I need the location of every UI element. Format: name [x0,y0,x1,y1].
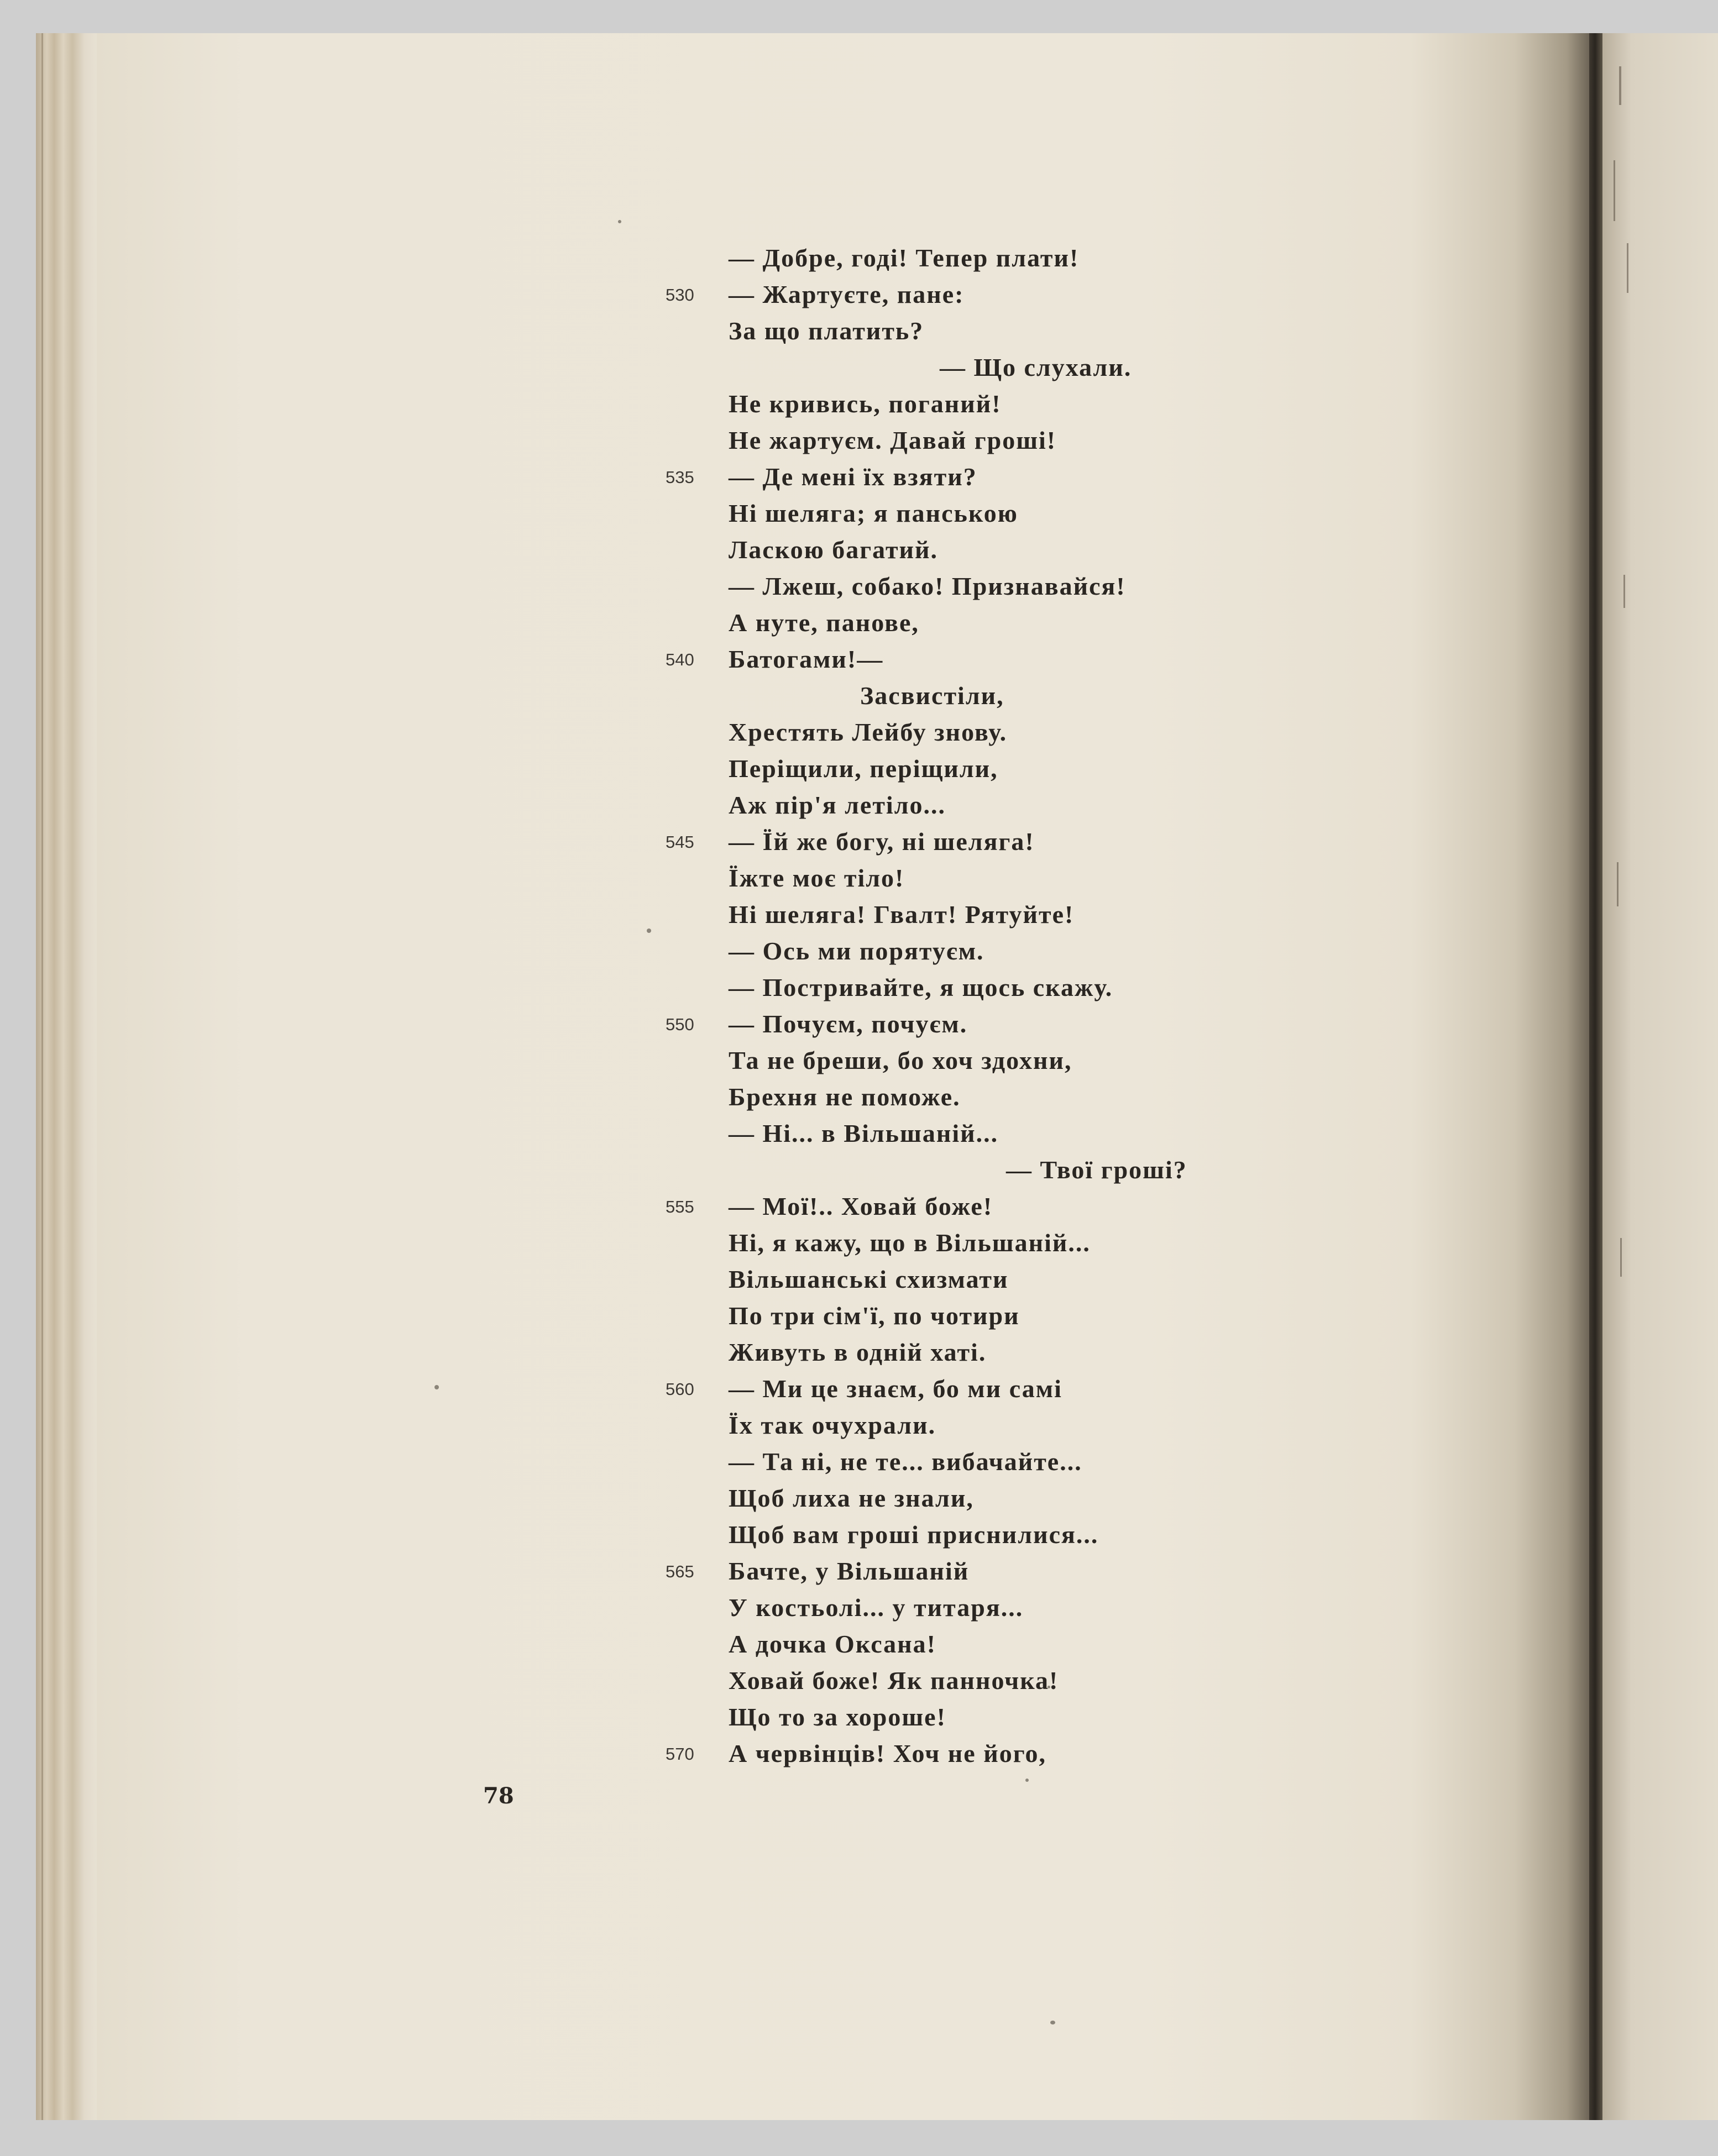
verse-line: — Де мені їх взяти? [729,463,977,491]
verse-line: По три сім'ї, по чотири [729,1302,1020,1330]
verse-line: Та не бреши, бо хоч здохни, [729,1046,1072,1074]
paper-speck [1050,2021,1055,2024]
verse-line: Ховай боже! Як панночка! [729,1666,1059,1695]
verse-line: — Твої гроші? [1006,1156,1187,1184]
line-number: 560 [666,1379,694,1399]
verse-line: — Що слухали. [940,353,1132,381]
verse-line: — Постривайте, я щось скажу. [729,973,1113,1001]
verse-line: — Їй же богу, ні шеляга! [729,827,1035,856]
line-number: 555 [666,1197,694,1216]
verse-line: А червінців! Хоч не його, [729,1739,1046,1767]
page-stack-edges [36,33,97,2120]
verse-line: Періщили, періщили, [729,754,998,783]
facing-page-edge [1602,33,1718,2120]
verse-line: — Мої!.. Ховай боже! [729,1192,993,1220]
verse-line: Аж пір'я летіло... [729,791,946,819]
paper-speck [434,1385,439,1389]
verse-line: Не кривись, поганий! [729,390,1002,418]
verse-line: Щоб вам гроші приснилися... [729,1520,1099,1549]
verse-line: — Ось ми порятуєм. [729,937,984,965]
verse-line: Батогами!— [729,645,884,673]
verse-line: Ні шеляга; я панською [729,499,1018,527]
verse-line: — Жартуєте, пане: [729,280,965,308]
verse-line: Їх так очухрали. [729,1411,936,1439]
verse-line: — Ні... в Вільшаній... [729,1119,999,1147]
book-page [97,33,1589,2120]
verse-line: Засвистіли, [860,681,1004,710]
verse-line: Не жартуєм. Давай гроші! [729,426,1057,454]
verse-line: Хрестять Лейбу знову. [729,718,1008,746]
paper-speck [647,929,651,933]
verse-line: Брехня не поможе. [729,1083,961,1111]
verse-line: А дочка Оксана! [729,1630,936,1658]
verse-line: — Ми це знаєм, бо ми самі [729,1375,1062,1403]
paper-speck [618,220,621,223]
scanned-book-spread [36,33,1718,2120]
line-number: 565 [666,1562,694,1581]
verse-line: За що платить? [729,317,924,345]
verse-line: — Добре, годі! Тепер плати! [729,244,1080,272]
line-number: 570 [666,1744,694,1764]
verse-line: Їжте моє тіло! [729,864,905,892]
verse-line: А нуте, панове, [729,608,919,637]
line-number: 535 [666,468,694,487]
verse-line: — Та ні, не те... вибачайте... [729,1447,1082,1476]
verse-line: У костьолі... у титаря... [729,1593,1024,1622]
paper-speck [1025,1779,1029,1782]
verse-line: Бачте, у Вільшаній [729,1557,970,1585]
verse-line: Живуть в одній хаті. [729,1338,987,1366]
book-gutter [1589,33,1602,2120]
line-number: 530 [666,285,694,305]
verse-line: Ні, я кажу, що в Вільшаній... [729,1229,1091,1257]
verse-line: Ні шеляга! Гвалт! Рятуйте! [729,900,1075,929]
verse-line: Щоб лиха не знали, [729,1484,974,1512]
verse-line: Ласкою багатий. [729,536,939,564]
verse-line: Що то за хороше! [729,1703,946,1731]
page-number: 78 [483,1783,514,1809]
line-number: 540 [666,650,694,669]
verse-line: — Почуєм, почуєм. [729,1010,968,1038]
verse-line: Вільшанські схизмати [729,1265,1009,1293]
line-number: 545 [666,832,694,852]
line-number: 550 [666,1015,694,1034]
verse-line: — Лжеш, собако! Признавайся! [729,572,1126,600]
